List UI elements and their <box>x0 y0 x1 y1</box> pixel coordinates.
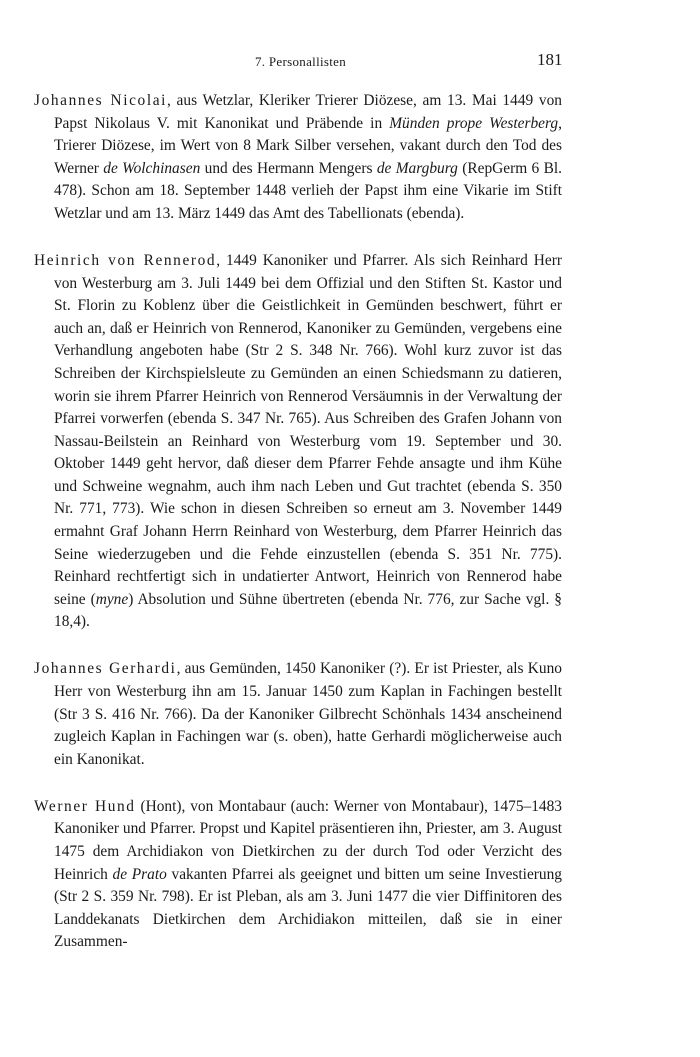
entry-text: und des Hermann Mengers <box>200 159 377 177</box>
entry-italic-text: de Margburg <box>376 159 458 177</box>
entry-italic-text: Münden prope Westerberg <box>389 114 559 132</box>
running-title: 7. Personallisten <box>255 54 347 69</box>
entry-werner-hund <box>34 796 562 954</box>
entry-italic-text: de Prato <box>112 865 167 883</box>
entry-name: Werner Hund <box>34 797 136 815</box>
entry-johannes-gerhardi <box>34 658 562 771</box>
entry-name: Heinrich von Rennerod <box>34 251 217 269</box>
entry-italic-text: de Wolchinasen <box>103 159 201 177</box>
running-header <box>0 50 700 74</box>
entry-text: vakanten Pfarrei als geeignet und bitten um seine Investierung (Str 2 S. 359 Nr. 798). Er ist Pleban, als am 3. Juni 1477 die vier Diffinitoren des Landdekanats Dietkirchen dem Archidiakon mitteilen, daß sie in einer Zusammen- <box>54 865 562 951</box>
page-number: 181 <box>537 50 563 69</box>
entry-text: , aus Gemünden, 1450 Kanoniker (?). Er ist Priester, als Kuno Herr von Westerburg ihn am 15. Januar 1450 zum Kaplan in Fachingen bestellt (Str 3 S. 416 Nr. 766). Da der Kanoniker Gilbrecht Schönhals 1434 anscheinend zugleich Kaplan in Fachingen war (s. oben), hatte Gerhardi möglicherweise auch ein Kanonikat. <box>54 660 562 768</box>
entry-text: , 1449 Kanoniker und Pfarrer. Als sich Reinhard Herr von Westerburg am 3. Juli 1449 bei dem Offizial und den Stiften St. Kastor und St. Florin zu Koblenz über die Geistlichkeit in Gemünden beschwert, führt er auch an, daß er Heinrich von Rennerod, Kanoniker zu Gemünden, vergebens eine Verhandlung angeboten habe (Str 2 S. 348 Nr. 766). Wohl kurz zuvor ist das Schreiben der Kirchspielsleute zu Gemünden an einen Schiedsmann zu datieren, worin sie ihrem Pfarrer Heinrich von Rennerod Versäumnis in der Verwaltung der Pfarrei vorwerfen (ebenda S. 347 Nr. 765). Aus Schreiben des Grafen Johann von Nassau-Beilstein an Reinhard von Westerburg vom 19. September und 30. Oktober 1449 geht hervor, daß dieser dem Pfarrer Fehde ansagte und ihm Kühe und Schweine wegnahm, auch ihm nach Leben und Gut trachtet (ebenda S. 350 Nr. 771, 773). Wie schon in diesen Schreiben so erneut am 3. November 1449 ermahnt Graf Johann Herrn Reinhard von Westerburg, dem Pfarrer Heinrich das Seine wiederzugeben und die Fehde einzustellen (ebenda S. 351 Nr. 775). Reinhard rechtfertigt sich in undatierter Antwort, Heinrich von Rennerod habe seine ( <box>54 251 563 608</box>
entry-name: Johannes Nicolai <box>34 92 168 109</box>
entry-text: , aus Wetzlar, Kleriker Trierer Diözese, am 13. Mai 1449 von Papst Nikolaus V. mit Kanonikat und Präbende in <box>54 92 562 132</box>
entry-text: (RepGerm 6 Bl. 478). Schon am 18. September 1448 verlieh der Papst ihm eine Vikarie im Stift Wetzlar und am 13. März 1449 das Amt des Tabellionats (ebenda). <box>54 159 563 222</box>
entry-italic-text: myne <box>95 590 129 608</box>
main-text <box>34 90 562 978</box>
entry-heinrich-von-rennerod <box>34 250 562 634</box>
entry-name: Johannes Gerhardi <box>34 660 177 678</box>
entry-johannes-nicolai <box>34 90 562 226</box>
entry-text: ) Absolution und Sühne übertreten (ebenda Nr. 776, zur Sache vgl. § 18,4). <box>54 590 562 631</box>
entry-text: (Hont), von Montabaur (auch: Werner von Montabaur), 1475–1483 Kanoniker und Pfarrer. Propst und Kapitel präsentieren ihn, Priester, am 3. August 1475 dem Archidiakon von Dietkirchen zu der durch Tod oder Verzicht des Heinrich <box>54 797 562 883</box>
entry-text: , Trierer Diözese, im Wert von 8 Mark Silber versehen, vakant durch den Tod des Werner <box>54 114 562 177</box>
